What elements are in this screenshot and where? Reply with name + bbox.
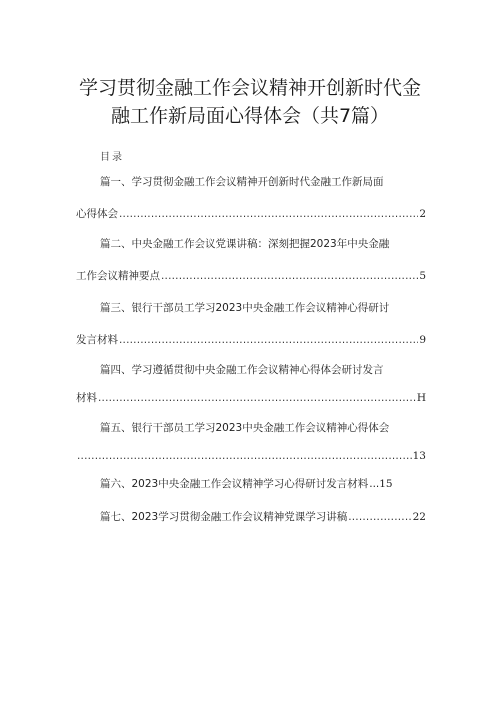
document-title	[60, 74, 440, 130]
toc-entry-title: 篇七、2023学习贯彻金融工作会议精神党课学习讲稿	[100, 511, 348, 523]
toc-entry-title: 篇三、银行干部员工学习2023中央金融工作会议精神心得研讨	[100, 302, 390, 314]
toc-page-number: 15	[379, 478, 393, 490]
dot-leader	[77, 450, 412, 462]
toc-entry-title: 篇二、中央金融工作会议党课讲稿：深刻把握2023年中央金融	[100, 238, 390, 250]
dot-leader	[119, 208, 418, 220]
toc-page-number: H	[416, 392, 426, 404]
toc-entry-title-continued: 工作会议精神要点	[76, 270, 160, 282]
toc-entry-title-continued: 材料	[76, 392, 97, 404]
toc-entry-continuation	[76, 206, 426, 221]
dot-leader	[348, 511, 411, 523]
toc-entry-title: 篇四、学习遵循贯彻中央金融工作会议精神心得体会研讨发言	[100, 364, 384, 376]
toc-page-number: 5	[419, 270, 426, 282]
dot-leader	[98, 392, 416, 404]
dot-leader	[161, 270, 418, 282]
toc-entry-continuation	[76, 268, 426, 283]
dot-leader-short: ...	[369, 478, 380, 490]
toc-entry-continuation	[76, 332, 426, 347]
toc-label: 目录	[100, 152, 124, 163]
toc-entry-title: 篇一、学习贯彻金融工作会议精神开创新时代金融工作新局面	[100, 176, 384, 188]
toc-entry-title-continued: 心得体会	[76, 208, 118, 220]
toc-entry-line	[100, 509, 426, 524]
toc-entry-continuation	[76, 390, 426, 405]
toc-page-number: 9	[419, 334, 426, 346]
toc-page-number: 2	[419, 208, 426, 220]
toc-entry-line	[100, 476, 393, 491]
toc-entry-title: 篇六、2023中央金融工作会议精神学习心得研讨发言材料	[100, 478, 369, 490]
dot-leader	[119, 334, 418, 346]
toc-entry-continuation	[76, 450, 426, 462]
toc-page-number: 22	[412, 511, 426, 523]
toc-entry-title-continued: 发言材料	[76, 334, 118, 346]
toc-entry-title: 篇五、银行干部员工学习2023中央金融工作会议精神心得体会	[100, 422, 390, 434]
title-line-2: 融工作新局面心得体会（共7篇）	[110, 105, 390, 127]
title-line-1: 学习贯彻金融工作会议精神开创新时代金	[78, 77, 421, 99]
toc-page-number: 13	[412, 450, 426, 462]
